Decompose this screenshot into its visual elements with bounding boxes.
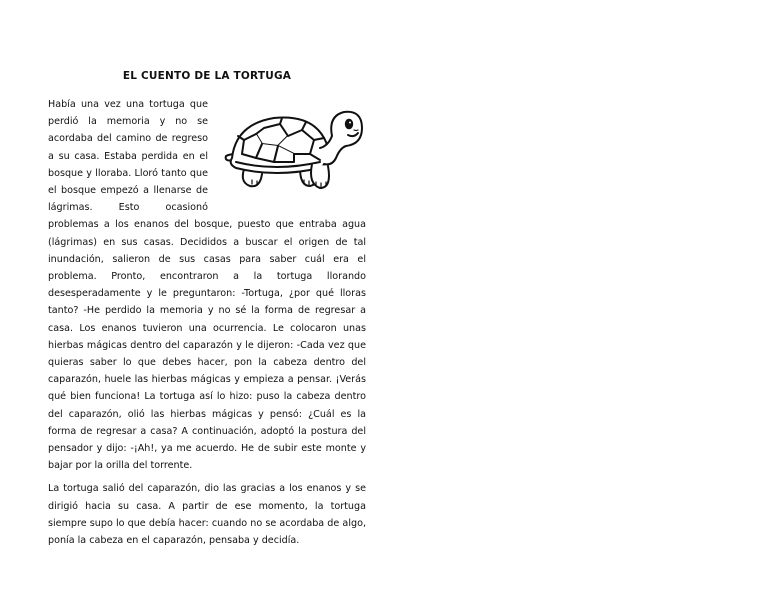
turtle-illustration [216,102,366,202]
story-title: EL CUENTO DE LA TORTUGA [122,70,292,82]
story-paragraph-1 [48,96,366,474]
story-paragraph-1-text: Había una vez una tortuga que perdió la memoria y no se acordaba del camino de regreso a su casa. Estaba perdida en el bosque y lloraba. Lloró tanto que el bosque empezó a llenarse de lágrimas. Esto ocasionó problemas a los enanos del bosque, puesto que entraba agua (lágrimas) en sus casas. Decididos a buscar el origen de tal inundación, salieron de sus casas para saber cuál era el problema. Pronto, encontraron a la tortuga llorando desesperadamente y le preguntaron: -Tortuga, ¿por qué lloras tanto? -He perdido la memoria y no sé la forma de regresar a casa. Los enanos tuvieron una ocurrencia. Le colocaron unas hierbas mágicas dentro del caparazón y le dijeron: -Cada vez que quieras saber lo que debes hacer, pon la cabeza dentro del caparazón, huele las hierbas mágicas y empieza a pensar. ¡Verás qué bien funciona! La tortuga así lo hizo: puso la cabeza dentro del caparazón, olió las hierbas mágicas y pensó: ¿Cuál es la forma de regresar a casa? A continuación, adoptó la postura del pensador y dijo: -¡Ah!, ya me acuerdo. He de subir este monte y bajar por la orilla del torrente. [48,99,366,472]
story-body [48,96,366,549]
story-paragraph-2: La tortuga salió del caparazón, dio las gracias a los enanos y se dirigió hacia su casa. A partir de ese momento, la tortuga siempre supo lo que debía hacer: cuando no se acordaba de algo, ponía la cabeza en el caparazón, pensaba y decidía. [48,483,366,547]
